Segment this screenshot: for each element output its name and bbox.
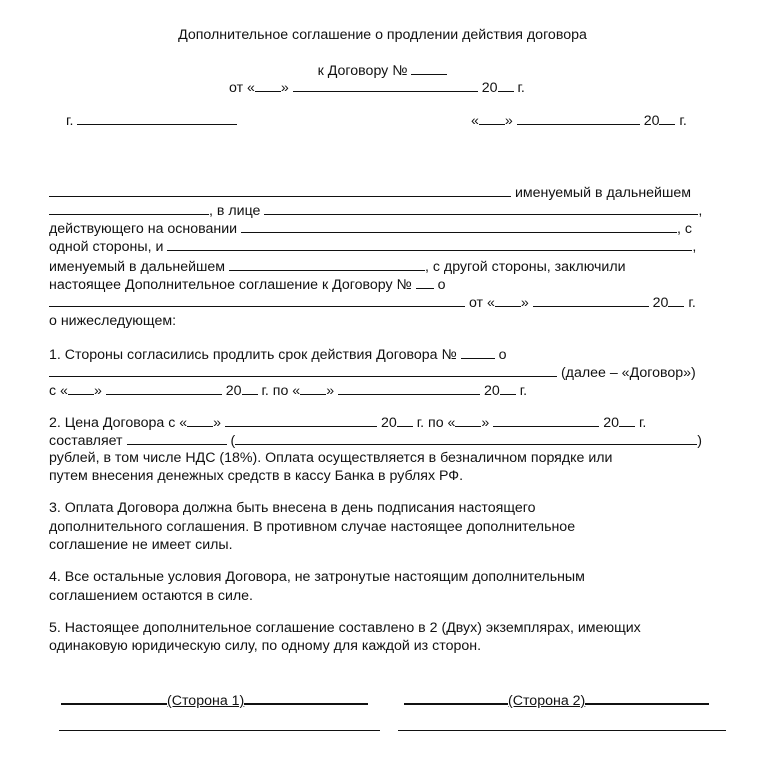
year-suffix: г. (679, 113, 687, 129)
agreement-day-field[interactable] (479, 110, 505, 125)
text: с « (49, 383, 68, 399)
city-label: г. (66, 113, 74, 129)
price-start-year-field[interactable] (397, 412, 413, 427)
month-field[interactable] (533, 292, 649, 307)
text: 4. Все остальные условия Договора, не затронутые настоящим дополнительным (49, 569, 585, 585)
text: 1. Стороны согласились продлить срок действия Договора № (49, 347, 457, 363)
agreement-month-field[interactable] (517, 110, 640, 125)
preamble-line-1 (49, 182, 691, 202)
quote-open: « (471, 113, 479, 129)
preamble-line-6 (49, 274, 446, 294)
contract-date-line (229, 77, 525, 97)
clause-5-line-2 (49, 637, 481, 655)
text: г. по « (416, 415, 456, 431)
text: ( (230, 433, 236, 449)
start-day-field[interactable] (68, 380, 94, 395)
party1-basis-field[interactable] (241, 218, 677, 233)
text: 20 (603, 415, 619, 431)
preamble-line-4 (49, 236, 696, 256)
agreement-year-field[interactable] (659, 110, 675, 125)
text: рублей, в том числе НДС (18%). Оплата осуществляется в безналичном порядке или (49, 450, 613, 466)
clause-1-line-1 (49, 344, 507, 364)
clause-5-line-1 (49, 619, 641, 637)
year-prefix: 20 (643, 113, 660, 129)
clause-3-line-1 (49, 499, 536, 517)
city-line (66, 110, 237, 130)
party2-alias-field[interactable] (229, 256, 425, 271)
clause-2-line-1 (49, 412, 646, 432)
text: 20 (652, 295, 669, 311)
signature-line-left[interactable] (404, 688, 508, 705)
clause-4-line-2 (49, 587, 253, 605)
clause-4-line-1 (49, 568, 585, 586)
agreement-date-line (471, 110, 687, 130)
party1-alias-field[interactable] (49, 200, 209, 215)
clause-3-line-3 (49, 536, 233, 554)
signature-party-1 (61, 688, 368, 710)
contract-number-field-3[interactable] (461, 344, 495, 359)
price-words-field[interactable] (235, 430, 697, 445)
clause-1-line-3 (49, 380, 527, 400)
price-start-day-field[interactable] (187, 412, 213, 427)
document-title (0, 26, 765, 44)
text: путем внесения денежных средств в кассу Банка в рублях РФ. (49, 468, 464, 484)
clause-3-line-2 (49, 518, 575, 536)
text: 5. Настоящее дополнительное соглашение составлено в 2 (Двух) экземплярах, имеющих (49, 620, 641, 636)
year-prefix: 20 (481, 80, 498, 96)
preamble-line-3 (49, 218, 692, 238)
text: дополнительного соглашения. В противном случае настоящее дополнительное (49, 519, 576, 535)
party1-representative-field[interactable] (264, 200, 698, 215)
text: , с другой стороны, заключили (425, 259, 626, 275)
day-field[interactable] (495, 292, 521, 307)
signature-line-right[interactable] (585, 688, 709, 705)
text: 2. Цена Договора с « (49, 415, 188, 431)
contract-year-field[interactable] (498, 77, 514, 92)
start-month-field[interactable] (106, 380, 222, 395)
text: » (481, 415, 490, 431)
contract-description-field[interactable] (49, 362, 557, 377)
party2-name-field[interactable] (167, 236, 692, 251)
text: , (698, 203, 703, 219)
party1-label: (Сторона 1) (167, 693, 245, 709)
price-start-month-field[interactable] (225, 412, 377, 427)
clause-2-line-4 (49, 467, 463, 485)
text: 20 (225, 383, 242, 399)
text: соглашением остаются в силе. (49, 588, 254, 604)
price-end-year-field[interactable] (619, 412, 635, 427)
preamble-line-2 (49, 200, 702, 220)
text: одинаковую юридическую силу, по одному для каждой из сторон. (49, 638, 482, 654)
quote-close: » (280, 80, 289, 96)
party2-details-line[interactable] (398, 730, 726, 731)
clause-2-line-2 (49, 430, 702, 450)
clause-2-line-3 (49, 449, 612, 467)
start-year-field[interactable] (242, 380, 258, 395)
end-year-field[interactable] (500, 380, 516, 395)
text: г. (519, 383, 528, 399)
preamble-line-5 (49, 256, 626, 276)
contract-subject-field[interactable] (49, 292, 465, 307)
text: , в лице (209, 203, 261, 219)
end-month-field[interactable] (338, 380, 480, 395)
text: » (93, 383, 102, 399)
end-day-field[interactable] (300, 380, 326, 395)
party1-details-line[interactable] (59, 730, 380, 731)
text: настоящее Дополнительное соглашение к Договору № (49, 277, 412, 293)
text: 20 (484, 383, 500, 399)
city-field[interactable] (77, 110, 237, 125)
text: » (213, 415, 222, 431)
title-text: Дополнительное соглашение о продлении действия договора (178, 27, 587, 43)
preamble-line-8 (49, 312, 176, 330)
party1-name-field[interactable] (49, 182, 511, 197)
from-label: от « (229, 80, 255, 96)
signature-party-2 (404, 688, 709, 710)
contract-month-field[interactable] (293, 77, 478, 92)
text: о (498, 347, 507, 363)
text: о (437, 277, 446, 293)
text: 3. Оплата Договора должна быть внесена в день подписания настоящего (49, 500, 536, 516)
price-end-month-field[interactable] (493, 412, 599, 427)
text: » (520, 295, 529, 311)
year-field[interactable] (668, 292, 684, 307)
preamble-line-7 (49, 292, 696, 312)
text: именуемый в дальнейшем (514, 185, 691, 201)
text: соглашение не имеет силы. (49, 537, 233, 553)
text: , (692, 239, 697, 255)
contract-day-field[interactable] (255, 77, 281, 92)
text: , с (677, 221, 693, 237)
text: (далее – «Договор») (560, 365, 696, 381)
contract-number-field-2[interactable] (416, 274, 434, 289)
text: г. (638, 415, 647, 431)
text: » (326, 383, 335, 399)
price-amount-field[interactable] (127, 430, 227, 445)
party2-label: (Сторона 2) (508, 693, 586, 709)
clause-1-line-2 (49, 362, 696, 382)
text: действующего на основании (49, 221, 238, 237)
signature-line-right[interactable] (244, 688, 368, 705)
text: от « (468, 295, 495, 311)
text: 20 (380, 415, 397, 431)
to-contract-label: к Договору № (317, 63, 408, 79)
year-suffix: г. (517, 80, 525, 96)
text: г. (688, 295, 696, 311)
price-end-day-field[interactable] (455, 412, 481, 427)
text: г. по « (261, 383, 301, 399)
quote-close: » (504, 113, 513, 129)
contract-number-field[interactable] (411, 60, 447, 75)
text: именуемый в дальнейшем (49, 259, 226, 275)
text: ) (697, 433, 702, 449)
text: одной стороны, и (49, 239, 164, 255)
signature-line-left[interactable] (61, 688, 167, 705)
text: составляет (49, 433, 123, 449)
text: о нижеследующем: (49, 313, 177, 329)
